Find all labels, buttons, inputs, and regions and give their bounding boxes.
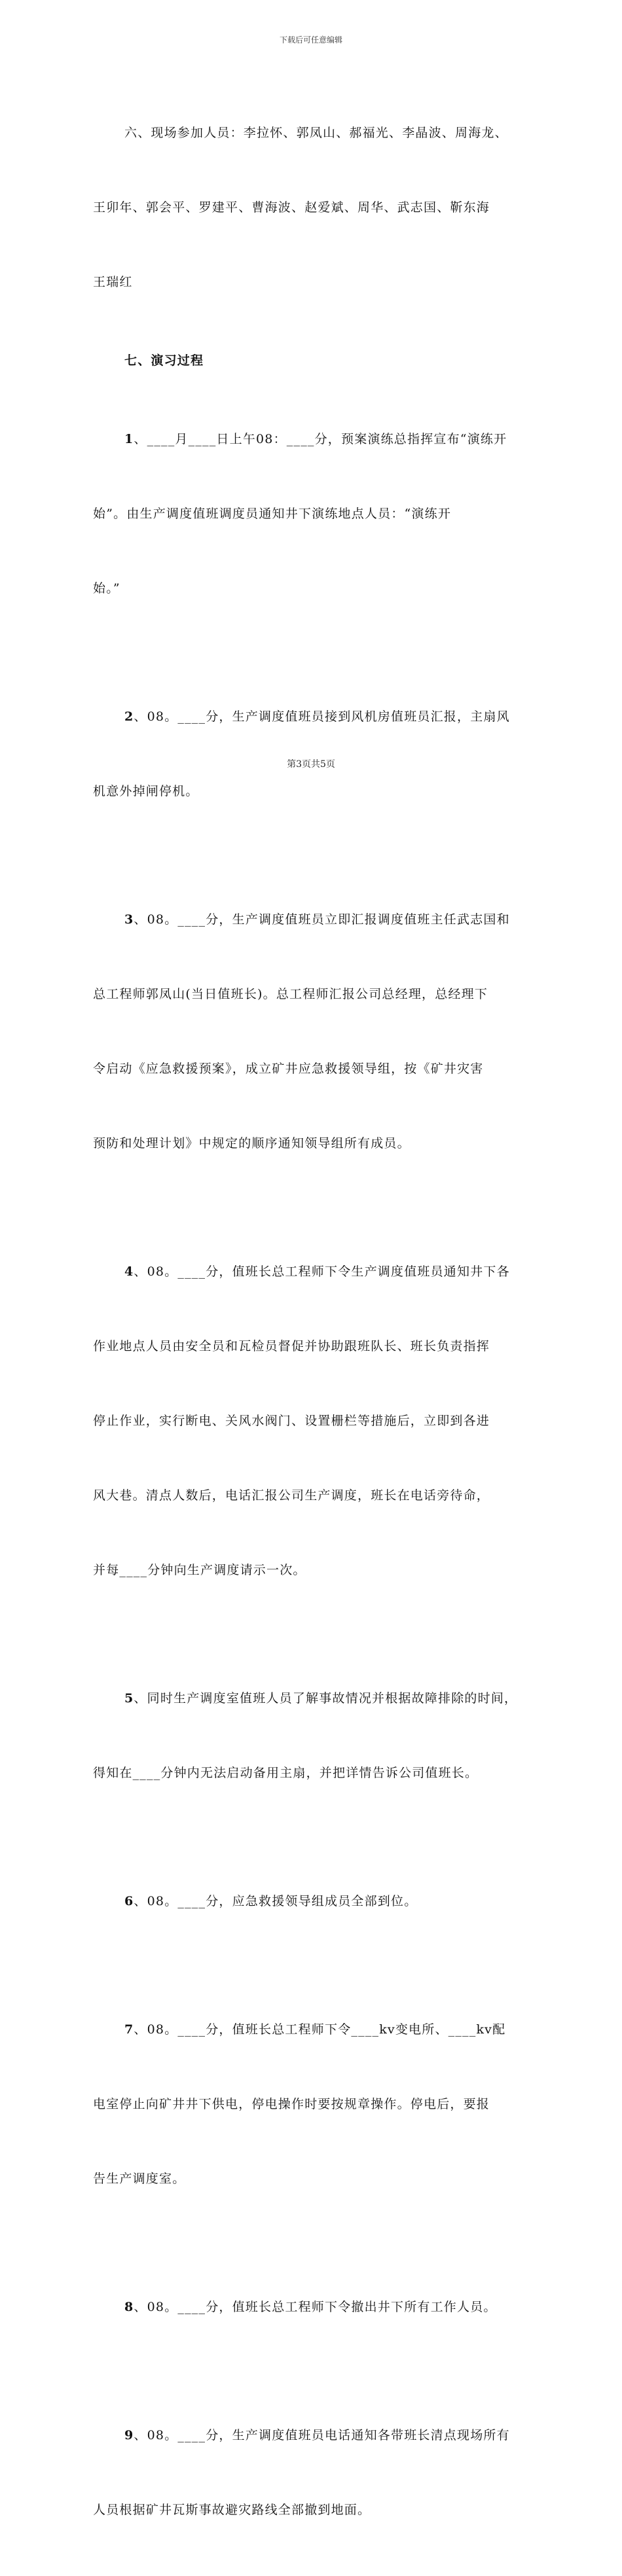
step-number: 2: [124, 709, 134, 724]
step-9: [93, 2373, 535, 2572]
step-number: 9: [124, 2428, 134, 2442]
step-6: [93, 1839, 535, 1963]
step-line: 风大巷。清点人数后，电话汇报公司生产调度，班长在电话旁待命，: [93, 1488, 490, 1503]
step-text: 、08。____分，生产调度值班员电话通知各带班长清点现场所有: [134, 2428, 510, 2442]
step-line: 预防和处理计划》中规定的顺序通知领导组所有成员。: [93, 1136, 411, 1151]
section-7-title: 七、演习过程: [124, 353, 204, 368]
step-line: 始”。由生产调度值班调度员通知井下演练地点人员：“演练开: [93, 507, 452, 521]
section-6-participants: [93, 71, 535, 344]
step-5: [93, 1636, 535, 1835]
step-text: 、08。____分，值班长总工程师下令生产调度值班员通知井下各: [134, 1264, 510, 1279]
step-line: 告生产调度室。: [93, 2172, 186, 2186]
step-text: 、08。____分，值班长总工程师下令撤出井下所有工作人员。: [134, 2300, 497, 2314]
step-text: 、08。____分，应急救援领导组成员全部到位。: [134, 1894, 418, 1908]
section-6-line: 王卯年、郭会平、罗建平、曹海波、赵爱斌、周华、武志国、靳东海: [93, 200, 490, 215]
step-line: 并每____分钟向生产调度请示一次。: [93, 1563, 306, 1577]
step-line: [93, 1259, 535, 1284]
step-number: 7: [124, 2022, 134, 2037]
step-7: [93, 1967, 535, 2241]
document-body: [93, 71, 535, 2576]
step-text: 、____月____日上午08：____分，预案演练总指挥宣布“演练开: [134, 432, 507, 446]
section-6-line: 六、现场参加人员：李拉怀、郭凤山、郝福光、李晶波、周海龙、: [124, 126, 508, 140]
step-number: 8: [124, 2300, 134, 2314]
step-line: 机意外掉闸停机。: [93, 784, 199, 798]
section-6-line: 王瑞红: [93, 275, 133, 289]
step-line: 得知在____分钟内无法启动备用主扇，并把详情告诉公司值班长。: [93, 1766, 479, 1780]
step-3: [93, 857, 535, 1206]
step-1: [93, 377, 535, 651]
page-number: 第3页共5页: [287, 759, 335, 770]
step-text: 、08。____分，生产调度值班员接到风机房值班员汇报，主扇风: [134, 709, 510, 724]
step-line: 作业地点人员由安全员和瓦检员督促并协助跟班队长、班长负责指挥: [93, 1339, 490, 1353]
step-line: 停止作业，实行断电、关风水阀门、设置栅栏等措施后，立即到各进: [93, 1414, 490, 1428]
step-line: [93, 2017, 535, 2042]
step-line: 人员根据矿井瓦斯事故避灾路线全部撤到地面。: [93, 2503, 371, 2517]
step-line: [93, 2295, 535, 2319]
step-number: 6: [124, 1894, 134, 1908]
step-line: [93, 2423, 535, 2448]
step-line: [93, 704, 535, 729]
step-text: 、08。____分，值班长总工程师下令____kv变电所、____kv配: [134, 2022, 506, 2037]
step-line: 始。”: [93, 581, 120, 596]
step-line: 令启动《应急救援预案》，成立矿井应急救援领导组，按《矿井灾害: [93, 1062, 484, 1076]
step-number: 1: [124, 432, 134, 446]
page-header-note: 下载后可任意编辑: [279, 35, 342, 45]
step-line: [93, 427, 535, 452]
step-4: [93, 1209, 535, 1632]
step-text: 、08。____分，生产调度值班员立即汇报调度值班主任武志国和: [134, 912, 510, 927]
step-8: [93, 2245, 535, 2369]
step-line: [93, 1889, 535, 1914]
step-line: 总工程师郭凤山(当日值班长)。总工程师汇报公司总经理，总经理下: [93, 987, 488, 1001]
step-line: [93, 1686, 535, 1711]
step-line: 电室停止向矿井井下供电，停电操作时要按规章操作。停电后，要报: [93, 2097, 490, 2111]
step-number: 5: [124, 1691, 134, 1706]
step-number: 3: [124, 912, 134, 927]
step-number: 4: [124, 1264, 134, 1279]
step-line: [93, 907, 535, 932]
step-2: [93, 654, 535, 853]
step-text: 、同时生产调度室值班人员了解事故情况并根据故障排除的时间，: [134, 1691, 518, 1706]
